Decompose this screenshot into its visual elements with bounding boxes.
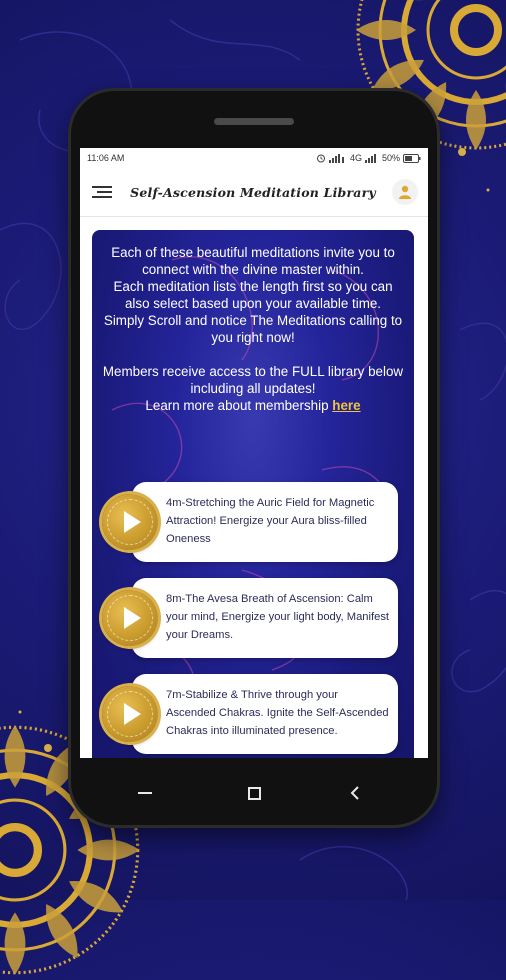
phone-frame [68, 88, 440, 828]
back-icon[interactable] [340, 778, 370, 808]
play-icon[interactable] [102, 686, 158, 742]
intro-line-1: Each of these beautiful meditations invite you to connect with the divine master within. [111, 245, 395, 277]
app-header [80, 168, 428, 217]
home-icon[interactable] [239, 778, 269, 808]
app-screen [80, 148, 428, 758]
user-icon [397, 184, 413, 200]
signal-icon [329, 154, 347, 163]
intro-line-5 [102, 397, 404, 414]
alarm-icon [316, 153, 326, 163]
battery-percent: 50% [381, 153, 400, 163]
intro-line-4: Members receive access to the FULL library below including all updates! [102, 364, 404, 396]
signal-bars-icon [365, 154, 379, 163]
network-type: 4G [349, 153, 362, 163]
status-bar [80, 148, 428, 168]
recents-icon[interactable] [130, 778, 160, 808]
membership-link[interactable]: here [332, 398, 361, 413]
intro-line-3: Simply Scroll and notice The Meditations calling to you right now! [103, 313, 403, 345]
phone-speaker [214, 118, 294, 125]
intro-line-2: Each meditation lists the length first so you can also select based upon your available time. [113, 279, 393, 311]
meditation-title: 4m-Stretching the Auric Field for Magnetic Attraction! Energize your Aura bliss-filled Oneness [166, 497, 375, 545]
status-time: 11:06 AM [87, 153, 125, 163]
meditation-title: 8m-The Avesa Breath of Ascension: Calm your mind, Energize your light body, Manifest your Dreams. [166, 593, 390, 641]
membership-text: Learn more about membership [145, 398, 329, 413]
play-icon[interactable] [102, 494, 158, 550]
battery-icon [403, 154, 421, 163]
page-title: Self-Ascension Meditation Library [130, 184, 376, 200]
user-avatar-button[interactable] [392, 179, 418, 205]
meditation-card[interactable] [132, 674, 398, 754]
meditation-title: 7m-Stabilize & Thrive through your Ascended Chakras. Ignite the Self-Ascended Chakras into illuminated presence. [166, 689, 389, 737]
menu-icon[interactable] [90, 180, 114, 204]
intro-text [92, 230, 414, 414]
meditation-library-panel [92, 230, 414, 758]
android-nav-bar [68, 758, 440, 828]
play-icon[interactable] [102, 590, 158, 646]
meditation-card[interactable] [132, 578, 398, 658]
meditation-card[interactable] [132, 482, 398, 562]
